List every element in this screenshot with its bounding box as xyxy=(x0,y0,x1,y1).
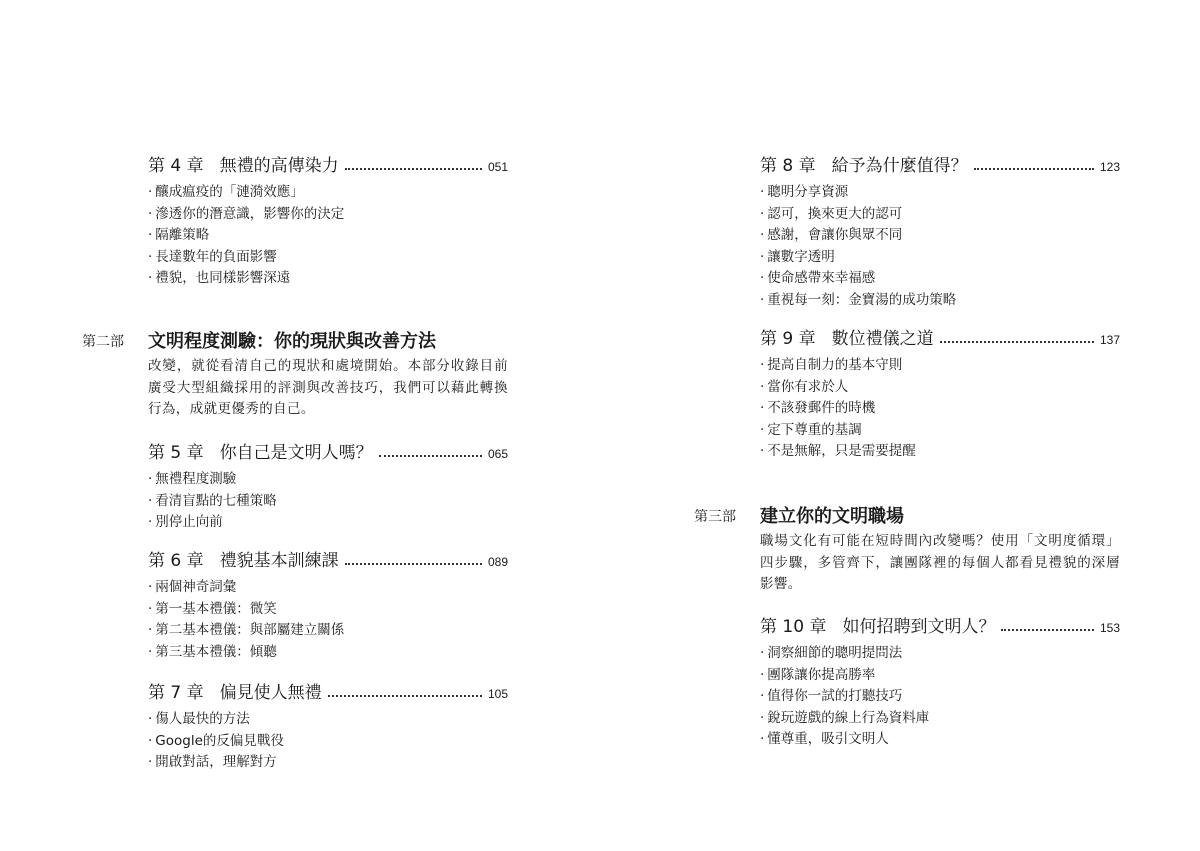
list-item: · 別停止向前 xyxy=(148,512,508,534)
chapter-page-number: 153 xyxy=(1099,621,1120,635)
chapter-number: 第 8 章 xyxy=(760,156,816,176)
part-title: 文明程度測驗：你的現狀與改善方法 xyxy=(148,331,436,352)
list-item: · 開啟對話，理解對方 xyxy=(148,752,508,774)
dot-leader xyxy=(379,455,482,457)
chapter-page-number: 105 xyxy=(487,687,508,701)
list-item: · 定下尊重的基調 xyxy=(760,420,1120,442)
list-item: · 不該發郵件的時機 xyxy=(760,398,1120,420)
list-item: · 隔離策略 xyxy=(148,225,508,247)
chapter-heading xyxy=(148,148,508,176)
list-item: · 第三基本禮儀：傾聽 xyxy=(148,642,508,664)
part-description: 改變，就從看清自己的現狀和處境開始。本部分收錄目前廣受大型組織採用的評測與改善技巧，我們可以藉此轉換行為，成就更優秀的自己。 xyxy=(148,358,508,417)
chapter-title: 偏見使人無禮 xyxy=(219,683,322,703)
chapter-9 xyxy=(760,321,1120,463)
chapter-4 xyxy=(148,148,508,290)
chapter-heading xyxy=(760,148,1120,176)
chapter-number: 第 7 章 xyxy=(148,683,204,703)
list-item: · 傷人最快的方法 xyxy=(148,709,508,731)
chapter-number: 第 5 章 xyxy=(148,443,204,463)
chapter-page-number: 137 xyxy=(1099,333,1120,347)
list-item: · 滲透你的潛意識，影響你的決定 xyxy=(148,204,508,226)
chapter-7 xyxy=(148,675,508,774)
list-item: · 感謝，會讓你與眾不同 xyxy=(760,225,1120,247)
list-item: · 重視每一刻：金寶湯的成功策略 xyxy=(760,290,1120,312)
chapter-items xyxy=(760,355,1120,463)
list-item: · 長達數年的負面影響 xyxy=(148,247,508,269)
chapter-items xyxy=(148,577,508,663)
chapter-page-number: 065 xyxy=(487,447,508,461)
dot-leader xyxy=(1001,629,1094,631)
chapter-6 xyxy=(148,543,508,663)
part-title: 建立你的文明職場 xyxy=(760,506,904,527)
list-item: · 洞察細節的聰明提問法 xyxy=(760,643,1120,665)
list-item: · 看清盲點的七種策略 xyxy=(148,491,508,513)
dot-leader xyxy=(940,341,1094,343)
chapter-title: 給予為什麼值得？ xyxy=(831,156,968,176)
list-item: · 聰明分享資源 xyxy=(760,182,1120,204)
list-item: · 使命感帶來幸福感 xyxy=(760,268,1120,290)
list-item: · 不是無解，只是需要提醒 xyxy=(760,441,1120,463)
chapter-items xyxy=(760,643,1120,751)
list-item: · 銳玩遊戲的線上行為資料庫 xyxy=(760,708,1120,730)
chapter-items xyxy=(148,469,508,534)
chapter-10 xyxy=(760,609,1120,751)
chapter-items xyxy=(148,182,508,290)
dot-leader xyxy=(345,563,482,565)
list-item: · 認可，換來更大的認可 xyxy=(760,204,1120,226)
part-description: 職場文化有可能在短時間內改變嗎？使用「文明度循環」四步驟，多管齊下，讓團隊裡的每個人都看見禮貌的深層影響。 xyxy=(760,533,1120,592)
list-item: · Google的反偏見戰役 xyxy=(148,731,508,753)
chapter-number: 第 10 章 xyxy=(760,617,827,637)
chapter-page-number: 123 xyxy=(1099,160,1120,174)
chapter-page-number: 089 xyxy=(487,555,508,569)
list-item: · 第二基本禮儀：與部屬建立關係 xyxy=(148,620,508,642)
chapter-title: 你自己是文明人嗎？ xyxy=(219,443,373,463)
chapter-heading xyxy=(148,435,508,463)
list-item: · 第一基本禮儀：微笑 xyxy=(148,599,508,621)
dot-leader xyxy=(345,168,482,170)
chapter-title: 如何招聘到文明人？ xyxy=(842,617,996,637)
list-item: · 懂尊重，吸引文明人 xyxy=(760,729,1120,751)
chapter-title: 無禮的高傳染力 xyxy=(219,156,339,176)
dot-leader xyxy=(974,168,1094,170)
list-item: · 讓數字透明 xyxy=(760,247,1120,269)
chapter-items xyxy=(148,709,508,774)
chapter-number: 第 6 章 xyxy=(148,551,204,571)
chapter-number: 第 4 章 xyxy=(148,156,204,176)
chapter-page-number: 051 xyxy=(487,160,508,174)
chapter-items xyxy=(760,182,1120,312)
part-label: 第二部 xyxy=(82,334,124,350)
list-item: · 禮貌，也同樣影響深遠 xyxy=(148,268,508,290)
list-item: · 團隊讓你提高勝率 xyxy=(760,665,1120,687)
list-item: · 當你有求於人 xyxy=(760,377,1120,399)
chapter-number: 第 9 章 xyxy=(760,329,816,349)
right-page xyxy=(600,0,1200,851)
chapter-title: 數位禮儀之道 xyxy=(831,329,934,349)
part-label: 第三部 xyxy=(694,509,736,525)
chapter-heading xyxy=(148,543,508,571)
chapter-5 xyxy=(148,435,508,534)
list-item: · 值得你一試的打聽技巧 xyxy=(760,686,1120,708)
list-item: · 兩個神奇詞彙 xyxy=(148,577,508,599)
chapter-title: 禮貌基本訓練課 xyxy=(219,551,339,571)
list-item: · 提高自制力的基本守則 xyxy=(760,355,1120,377)
chapter-heading xyxy=(760,609,1120,637)
list-item: · 無禮程度測驗 xyxy=(148,469,508,491)
chapter-heading xyxy=(148,675,508,703)
chapter-heading xyxy=(760,321,1120,349)
chapter-8 xyxy=(760,148,1120,312)
list-item: · 釀成瘟疫的「漣漪效應」 xyxy=(148,182,508,204)
dot-leader xyxy=(328,695,482,697)
